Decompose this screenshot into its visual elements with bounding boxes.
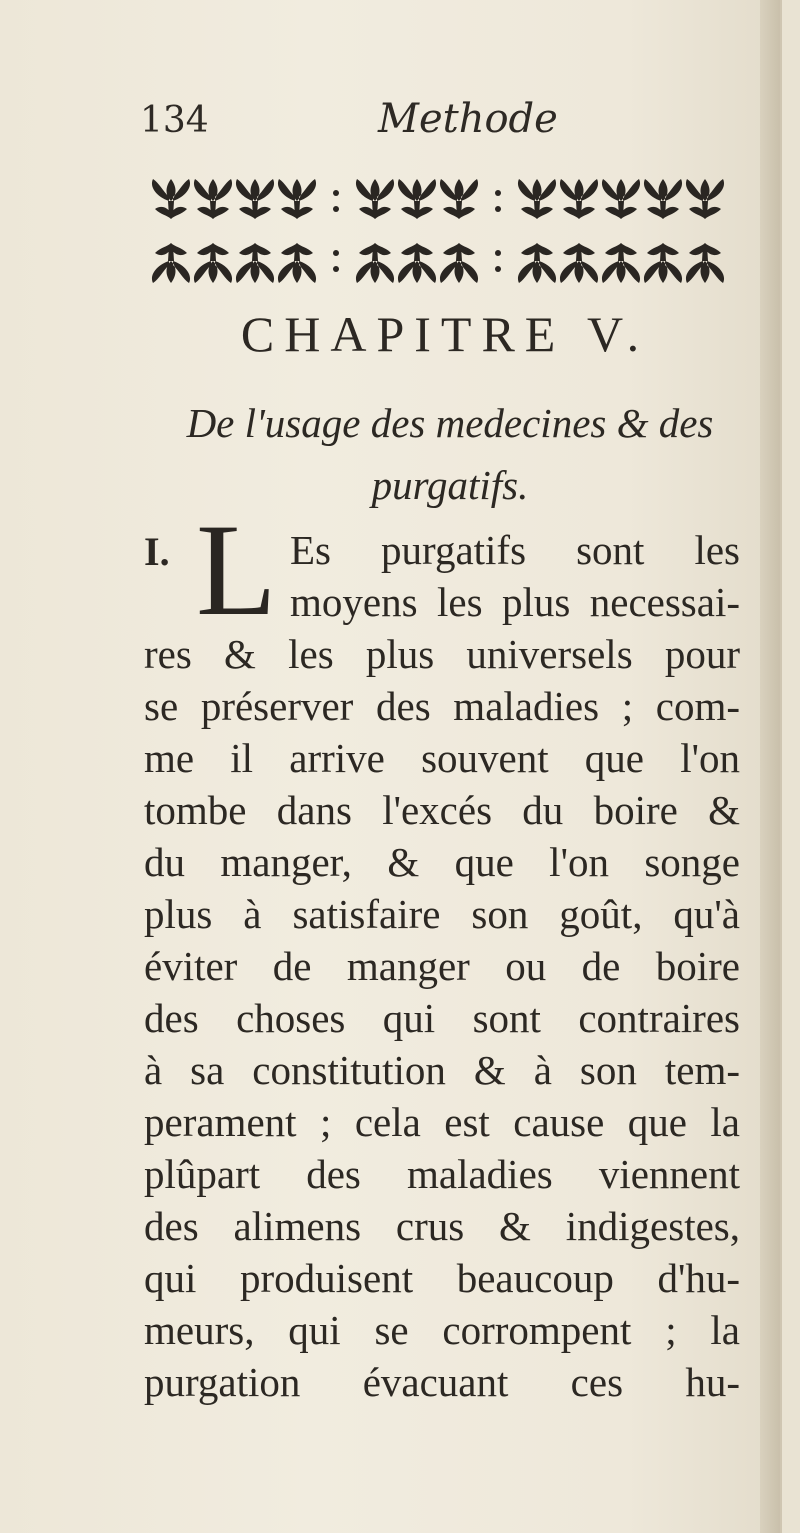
fleuron-icon bbox=[152, 179, 190, 219]
running-title: Methode bbox=[378, 96, 558, 142]
fleuron-icon bbox=[644, 243, 682, 283]
fleuron-icon bbox=[356, 179, 394, 219]
chapter-title: CHAPITRE V. bbox=[240, 306, 650, 362]
text-line: tombe dans l'excés du boire & bbox=[144, 787, 740, 833]
fleuron-icon bbox=[278, 243, 316, 283]
text-line: plus à satisfaire son goût, qu'à bbox=[144, 891, 740, 937]
text-line: meurs, qui se corrompent ; la bbox=[144, 1307, 740, 1353]
text-line: purgation évacuant ces hu- bbox=[144, 1359, 740, 1405]
fleuron-icon bbox=[194, 179, 232, 219]
fleuron-icon bbox=[602, 179, 640, 219]
text-line: res & les plus universels pour bbox=[144, 631, 740, 677]
fleuron-icon bbox=[356, 243, 394, 283]
page-number: 134 bbox=[140, 100, 209, 141]
text-line: des alimens crus & indigestes, bbox=[144, 1203, 740, 1249]
text-line: plûpart des maladies viennent bbox=[144, 1151, 740, 1197]
section-number: I. bbox=[144, 529, 170, 574]
fleuron-icon bbox=[440, 243, 478, 283]
text-line: se préserver des maladies ; com- bbox=[144, 683, 740, 729]
text-line: éviter de manger ou de boire bbox=[144, 943, 740, 989]
fleuron-icon bbox=[644, 179, 682, 219]
page-edge bbox=[760, 0, 780, 1533]
fleuron-icon bbox=[152, 243, 190, 283]
subtitle-line-2: purgatifs. bbox=[371, 462, 529, 508]
text-line: Es purgatifs sont les bbox=[290, 527, 740, 573]
fleuron-icon bbox=[560, 179, 598, 219]
fleuron-icon bbox=[560, 243, 598, 283]
text-line: du manger, & que l'on songe bbox=[144, 839, 740, 885]
fleuron-icon bbox=[236, 243, 274, 283]
fleuron-icon bbox=[398, 179, 436, 219]
fleuron-icon bbox=[686, 243, 724, 283]
text-line: des choses qui sont contraires bbox=[144, 995, 740, 1041]
fleuron-icon bbox=[518, 179, 556, 219]
fleuron-icon bbox=[194, 243, 232, 283]
fleuron-icon bbox=[236, 179, 274, 219]
fleuron-icon bbox=[518, 243, 556, 283]
fleuron-icon bbox=[440, 179, 478, 219]
subtitle-line-1: De l'usage des medecines & des bbox=[186, 400, 714, 446]
text-line: me il arrive souvent que l'on bbox=[144, 735, 740, 781]
fleuron-icon bbox=[602, 243, 640, 283]
running-head bbox=[140, 96, 740, 160]
text-line: qui produisent beaucoup d'hu- bbox=[144, 1255, 740, 1301]
text-line: perament ; cela est cause que la bbox=[144, 1099, 740, 1145]
text-line: à sa constitution & à son tem- bbox=[144, 1047, 740, 1093]
fleuron-ornament-icon bbox=[143, 165, 743, 295]
drop-cap: L bbox=[196, 496, 277, 643]
fleuron-icon bbox=[278, 179, 316, 219]
text-line: moyens les plus necessai- bbox=[290, 579, 740, 625]
fleuron-icon bbox=[398, 243, 436, 283]
fleuron-icon bbox=[686, 179, 724, 219]
